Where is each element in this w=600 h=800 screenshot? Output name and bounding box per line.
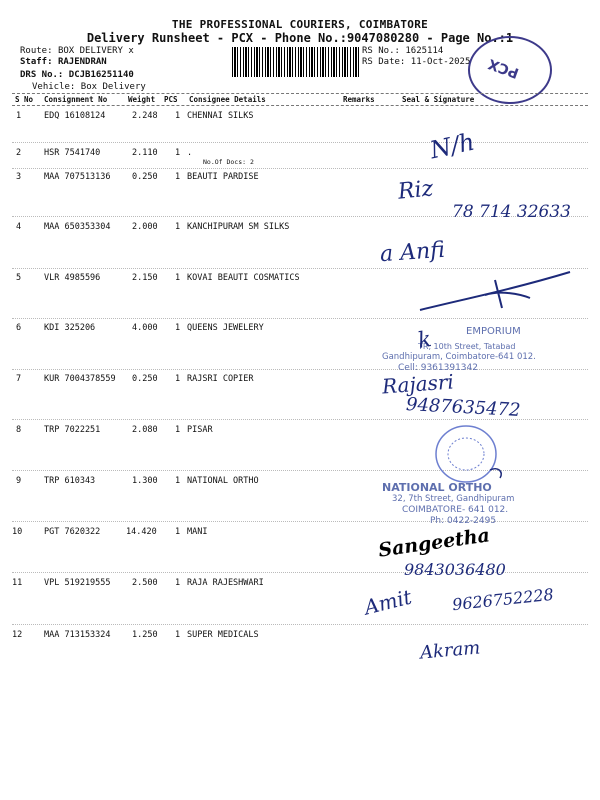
col-sno: S No — [15, 95, 34, 104]
phone-row-7: 9487635472 — [405, 394, 522, 421]
row-7-consignee: RAJSRI COPIER — [187, 374, 254, 384]
row-2-sno: 2 — [16, 148, 22, 158]
col-remarks: Remarks — [343, 95, 375, 104]
header-bottom-rule — [12, 105, 588, 106]
vehicle-line — [32, 82, 146, 92]
row-3-consignee: BEAUTI PARDISE — [187, 172, 259, 182]
row-9-consignee: NATIONAL ORTHO — [187, 476, 259, 486]
row-4-weight: 2.000 — [132, 222, 158, 232]
rs-no-value: 1625114 — [405, 46, 444, 56]
row-6-consignment: KDI 325206 — [44, 323, 96, 333]
drs-label: DRS No.: — [20, 70, 64, 80]
row-9-weight: 1.300 — [132, 476, 158, 486]
row-8-pcs: 1 — [175, 425, 181, 435]
row-11-consignment: VPL 519219555 — [44, 578, 111, 588]
row-4-sno: 4 — [16, 222, 22, 232]
row-1-sno: 1 — [16, 111, 22, 121]
row-5-consignee: KOVAI BEAUTI COSMATICS — [187, 273, 300, 283]
row-3-consignment: MAA 707513136 — [44, 172, 111, 182]
header-top-rule — [12, 93, 588, 94]
stamp-row-9-line3: COIMBATORE- 641 012. — [402, 505, 509, 515]
runsheet-title: Delivery Runsheet - PCX - Phone No.:9047080280 - Page No.:1 — [86, 31, 514, 45]
row-4-pcs: 1 — [175, 222, 181, 232]
row-1-consignment: EDQ 16108124 — [44, 111, 106, 121]
row-3-pcs: 1 — [175, 172, 181, 182]
row-9-rule — [12, 521, 588, 522]
row-11-consignee: RAJA RAJESHWARI — [187, 578, 264, 588]
company-title: THE PROFESSIONAL COURIERS, COIMBATORE — [171, 18, 429, 31]
staff-value: RAJENDRAN — [57, 57, 107, 67]
row-1-pcs: 1 — [175, 111, 181, 121]
row-6-pcs: 1 — [175, 323, 181, 333]
row-2-weight: 2.110 — [132, 148, 158, 158]
round-seal-row-8 — [428, 420, 508, 490]
col-consignee: Consignee Details — [189, 95, 266, 104]
vehicle-label: Vehicle: — [32, 82, 76, 92]
row-8-sno: 8 — [16, 425, 22, 435]
row-12-weight: 1.250 — [132, 630, 158, 640]
drs-line — [20, 70, 134, 80]
phone-row-10: 9843036480 — [404, 560, 506, 579]
row-2-pcs: 1 — [175, 148, 181, 158]
row-2-consignment: HSR 7541740 — [44, 148, 101, 158]
row-11-sno: 11 — [12, 578, 23, 588]
row-3-weight: 0.250 — [132, 172, 158, 182]
rs-no-line — [362, 46, 443, 56]
row-10-consignee: MANI — [187, 527, 208, 537]
row-1-rule — [12, 142, 588, 143]
row-5-consignment: VLR 4985596 — [44, 273, 101, 283]
row-8-consignee: PISAR — [187, 425, 213, 435]
row-9-pcs: 1 — [175, 476, 181, 486]
row-11-rule — [12, 624, 588, 625]
row-4-rule — [12, 268, 588, 269]
row-9-consignment: TRP 610343 — [44, 476, 96, 486]
row-8-weight: 2.080 — [132, 425, 158, 435]
barcode — [232, 47, 360, 77]
signature-row-11: Amit — [361, 584, 415, 620]
stamp-row-9-line1: NATIONAL ORTHO — [382, 481, 492, 494]
signature-row-1: N/h — [427, 127, 477, 165]
row-6-rule — [12, 369, 588, 370]
row-10-pcs: 1 — [175, 527, 181, 537]
row-7-weight: 0.250 — [132, 374, 158, 384]
row-2-note: No.Of Docs: 2 — [203, 158, 254, 166]
col-consignment: Consignment No — [44, 95, 108, 104]
row-10-weight: 14.420 — [126, 527, 157, 537]
row-6-consignee: QUEENS JEWELERY — [187, 323, 264, 333]
rs-date-line — [362, 57, 470, 67]
signature-row-5-scribble — [400, 270, 580, 320]
stamp-row-9-line2: 32, 7th Street, Gandhipuram — [392, 494, 515, 504]
row-11-weight: 2.500 — [132, 578, 158, 588]
row-8-consignment: TRP 7022251 — [44, 425, 101, 435]
signature-row-4: a Anfi — [379, 237, 446, 268]
row-7-sno: 7 — [16, 374, 22, 384]
signature-row-12: Akram — [419, 637, 482, 664]
row-7-pcs: 1 — [175, 374, 181, 384]
row-12-consignee: SUPER MEDICALS — [187, 630, 259, 640]
stamp-row-6-line2: TR, 10th Street, Tatabad — [418, 342, 516, 351]
signature-row-3: Riz — [396, 176, 435, 205]
row-3-sno: 3 — [16, 172, 22, 182]
stamp-row-9-line4: Ph: 0422-2495 — [430, 516, 497, 526]
row-12-consignment: MAA 713153324 — [44, 630, 111, 640]
row-2-consignee: . — [187, 148, 193, 158]
signature-row-6: k — [415, 327, 434, 354]
row-2-rule — [12, 168, 588, 169]
row-6-sno: 6 — [16, 323, 22, 333]
row-6-weight: 4.000 — [132, 323, 158, 333]
rs-no-label: RS No.: — [362, 46, 400, 56]
row-11-pcs: 1 — [175, 578, 181, 588]
row-1-weight: 2.248 — [132, 111, 158, 121]
phone-row-3: 78 714 32633 — [452, 202, 571, 222]
row-10-consignment: PGT 7620322 — [44, 527, 101, 537]
stamp-row-6-line3: Gandhipuram, Coimbatore-641 012. — [382, 352, 536, 362]
row-1-consignee: CHENNAI SILKS — [187, 111, 254, 121]
pcx-stamp-text: PCX — [486, 55, 522, 81]
row-12-pcs: 1 — [175, 630, 181, 640]
staff-line — [20, 57, 107, 67]
signature-row-10: Sangeetha — [377, 524, 492, 562]
col-weight: Weight — [128, 95, 156, 104]
col-pcs: PCS — [164, 95, 178, 104]
vehicle-value: Box Delivery — [80, 82, 146, 92]
rs-date-label: RS Date: — [362, 57, 406, 67]
row-5-weight: 2.150 — [132, 273, 158, 283]
stamp-row-6-line4: Cell: 9361391342 — [398, 363, 478, 373]
row-5-sno: 5 — [16, 273, 22, 283]
row-12-sno: 12 — [12, 630, 23, 640]
phone-row-11: 9626752228 — [451, 584, 555, 615]
route-line — [20, 46, 134, 56]
signature-row-7: Rajasri — [381, 369, 455, 399]
route-label: Route: — [20, 46, 53, 56]
row-9-sno: 9 — [16, 476, 22, 486]
col-seal-signature: Seal & Signature — [402, 95, 475, 104]
stamp-row-6-line1: EMPORIUM — [466, 326, 521, 337]
row-10-sno: 10 — [12, 527, 23, 537]
row-4-consignee: KANCHIPURAM SM SILKS — [187, 222, 290, 232]
row-4-consignment: MAA 650353304 — [44, 222, 111, 232]
route-value: BOX DELIVERY x — [57, 46, 134, 56]
drs-value: DCJB16251140 — [68, 70, 134, 80]
row-5-pcs: 1 — [175, 273, 181, 283]
rs-date-value: 11-Oct-2025 — [410, 57, 471, 67]
staff-label: Staff: — [20, 57, 53, 67]
row-7-consignment: KUR 7004378559 — [44, 374, 116, 384]
